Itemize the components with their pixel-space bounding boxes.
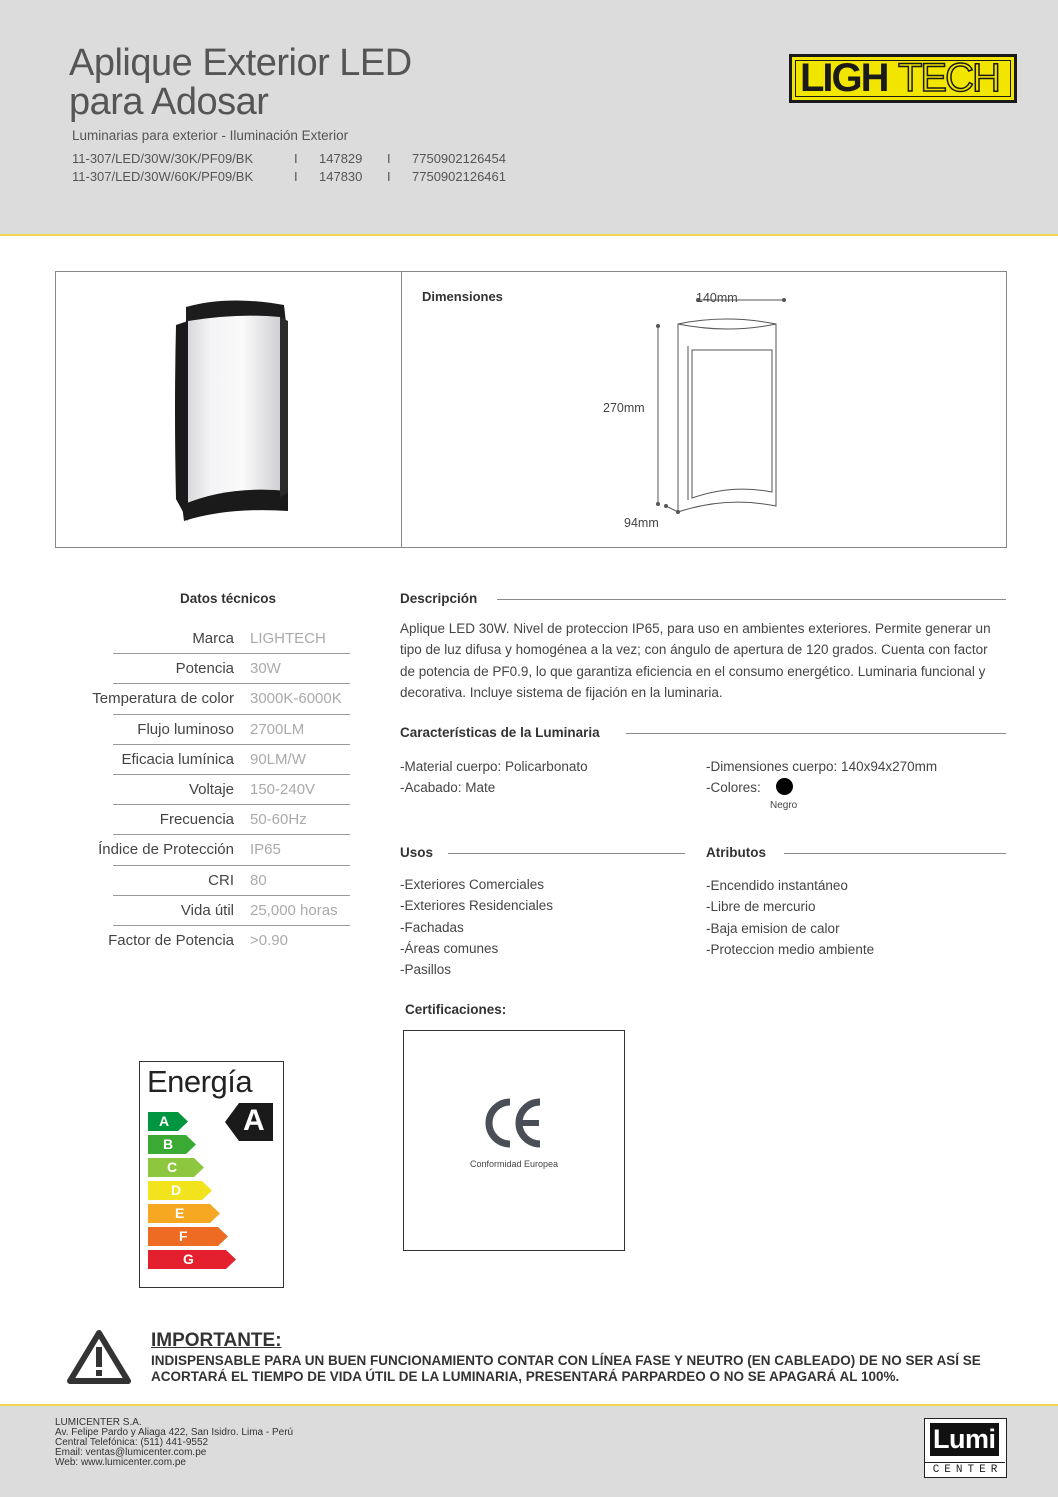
separator: I <box>387 169 391 184</box>
energy-class-c <box>148 1158 204 1177</box>
tech-row <box>60 774 350 804</box>
description-text: Aplique LED 30W. Nivel de proteccion IP65, para uso en ambientes exteriores. Permite generar un tipo de luz difusa y homogénea a la vez; con ángulo de apertura de 120 grados. Cuenta con factor de potencia de PF0.9, lo que garantiza eficiencia en el consumo energético. Luminaria funcional y decorativa. Incluye sistema de fijación en la luminaria. <box>400 621 991 701</box>
section-rule <box>448 853 685 854</box>
dimension-width: 140mm <box>696 291 738 305</box>
attribute-item: -Encendido instantáneo <box>706 878 848 893</box>
energy-class-d <box>148 1181 212 1200</box>
tech-value: IP65 <box>250 841 281 859</box>
logo-text-light: LIGH <box>800 56 888 100</box>
tech-value: 80 <box>250 871 267 889</box>
use-item: -Exteriores Residenciales <box>400 898 554 914</box>
energy-class-letter: F <box>179 1228 188 1244</box>
tech-label: Flujo luminoso <box>137 720 234 738</box>
tech-row <box>60 925 350 955</box>
feature-item: -Acabado: Mate <box>400 780 496 796</box>
section-rule <box>626 733 1006 734</box>
tech-row <box>60 865 350 895</box>
energy-class-a <box>148 1112 188 1131</box>
color-name: Negro <box>770 800 798 811</box>
tech-label: Voltaje <box>188 780 234 798</box>
product-id: 147830 <box>319 169 363 184</box>
energy-label <box>139 1061 284 1288</box>
dimensions-label: Dimensiones <box>422 289 503 304</box>
page-title <box>69 44 412 122</box>
separator: I <box>294 169 298 184</box>
attributes-list <box>706 875 874 960</box>
ean-code: 7750902126454 <box>412 151 506 166</box>
tech-value: LIGHTECH <box>250 630 326 647</box>
tech-label: Vida útil <box>180 901 234 919</box>
warning-icon <box>66 1329 132 1385</box>
product-id: 147829 <box>319 151 363 166</box>
tech-label: Frecuencia <box>159 811 234 829</box>
energy-class-letter: E <box>175 1205 185 1221</box>
tech-row <box>60 653 350 683</box>
energy-class-e <box>148 1204 220 1223</box>
use-item: -Exteriores Comerciales <box>400 877 545 892</box>
tech-value: 50-60Hz <box>250 811 307 829</box>
certifications-title: Certificaciones: <box>405 1002 507 1017</box>
company-email: Email: ventas@lumicenter.com.pe <box>55 1447 207 1458</box>
tech-value: 25,000 horas <box>250 901 338 919</box>
company-address: Av. Felipe Pardo y Aliaga 422, San Isidro. Lima - Perú <box>55 1427 294 1438</box>
tech-value: 2700LM <box>250 720 305 738</box>
color-swatch <box>776 778 793 795</box>
features-list-right <box>706 756 937 799</box>
title-line-1: Aplique Exterior LED <box>69 42 412 84</box>
lumicenter-logo <box>924 1418 1007 1478</box>
model-code: 11-307/LED/30W/30K/PF09/BK <box>72 151 254 166</box>
tech-label: Marca <box>192 630 234 647</box>
uses-list <box>400 874 553 980</box>
tech-value: 30W <box>250 660 281 678</box>
energy-class-b <box>148 1135 196 1154</box>
tech-value: 90LM/W <box>250 750 306 768</box>
dimension-height: 270mm <box>603 401 645 415</box>
important-title: IMPORTANTE: <box>151 1330 282 1351</box>
energy-class-letter: A <box>159 1113 170 1129</box>
model-code: 11-307/LED/30W/60K/PF09/BK <box>72 169 254 184</box>
tech-row <box>60 895 350 925</box>
title-line-2: para Adosar <box>69 81 269 123</box>
company-name: LUMICENTER S.A. <box>55 1417 142 1428</box>
lightech-logo <box>789 54 1017 103</box>
feature-item: -Colores: <box>706 780 761 796</box>
separator: I <box>387 151 391 166</box>
energy-class-letter: G <box>183 1251 194 1267</box>
certifications-box <box>403 1030 625 1251</box>
energy-rating-letter: A <box>243 1104 265 1137</box>
header <box>0 0 1058 236</box>
ce-caption: Conformidad Europea <box>469 1159 559 1169</box>
tech-row <box>60 744 350 774</box>
page-subtitle: Luminarias para exterior - Iluminación Exterior <box>72 128 349 143</box>
tech-value: 3000K-6000K <box>250 690 342 708</box>
tech-label: Eficacia lumínica <box>121 750 234 768</box>
image-divider <box>401 272 402 547</box>
tech-row <box>60 834 350 864</box>
tech-label: Factor de Potencia <box>108 931 234 949</box>
section-rule <box>784 853 1006 854</box>
attributes-title: Atributos <box>706 845 766 860</box>
use-item: -Pasillos <box>400 962 452 978</box>
tech-row <box>60 804 350 834</box>
feature-item: -Dimensiones cuerpo: 140x94x270mm <box>706 759 938 774</box>
company-web: Web: www.lumicenter.com.pe <box>55 1457 186 1468</box>
attribute-item: -Proteccion medio ambiente <box>706 941 875 957</box>
features-list-left <box>400 756 588 799</box>
energy-class-g <box>148 1250 236 1269</box>
tech-data-table <box>60 623 350 955</box>
tech-row <box>60 623 350 653</box>
logo-text-tech: TECH <box>898 56 999 100</box>
tech-value: >0.90 <box>250 931 288 949</box>
energy-title: Energía <box>147 1064 253 1099</box>
tech-value: 150-240V <box>250 780 316 798</box>
tech-label: Temperatura de color <box>92 690 234 708</box>
logo-word: Lumi <box>930 1423 999 1456</box>
energy-class-f <box>148 1227 228 1246</box>
energy-class-letter: B <box>163 1136 174 1152</box>
footer-contact <box>55 1418 293 1468</box>
separator: I <box>294 151 298 166</box>
logo-top <box>925 1419 1005 1461</box>
energy-class-letter: C <box>167 1159 178 1175</box>
section-rule <box>497 599 1006 600</box>
footer <box>0 1404 1058 1497</box>
dimension-depth: 94mm <box>624 516 659 530</box>
ce-mark-icon <box>484 1096 544 1151</box>
use-item: -Fachadas <box>400 919 464 935</box>
use-item: -Áreas comunes <box>400 940 499 956</box>
tech-label: Índice de Protección <box>98 841 234 859</box>
tech-row <box>60 714 350 744</box>
tech-row <box>60 683 350 713</box>
attribute-item: -Baja emision de calor <box>706 920 840 936</box>
energy-rating <box>225 1103 273 1141</box>
energy-bar-shape <box>148 1227 228 1246</box>
important-text: INDISPENSABLE PARA UN BUEN FUNCIONAMIENTO CONTAR CON LÍNEA FASE Y NEUTRO (EN CABLEADO) DE NO SER ASÍ SE ACORTARÁ EL TIEMPO DE VIDA ÚTIL DE LA LUMINARIA, PRESENTARÁ PARPARDEO O NO SE APAGARÁ AL 100%. <box>151 1353 981 1384</box>
energy-class-letter: D <box>171 1182 182 1198</box>
product-image-box <box>55 271 1007 548</box>
attribute-item: -Libre de mercurio <box>706 899 816 915</box>
tech-label: CRI <box>208 871 234 889</box>
uses-title: Usos <box>400 845 434 860</box>
features-title: Características de la Luminaria <box>400 725 600 740</box>
feature-item: -Material cuerpo: Policarbonato <box>400 759 588 774</box>
logo-subword: CENTER <box>925 1462 1005 1477</box>
product-photo <box>168 299 293 523</box>
company-phone: Central Telefónica: (511) 441-9552 <box>55 1437 209 1448</box>
tech-data-title: Datos técnicos <box>180 591 277 606</box>
tech-label: Potencia <box>175 660 234 678</box>
description-title: Descripción <box>400 591 478 606</box>
ean-code: 7750902126461 <box>412 169 506 184</box>
